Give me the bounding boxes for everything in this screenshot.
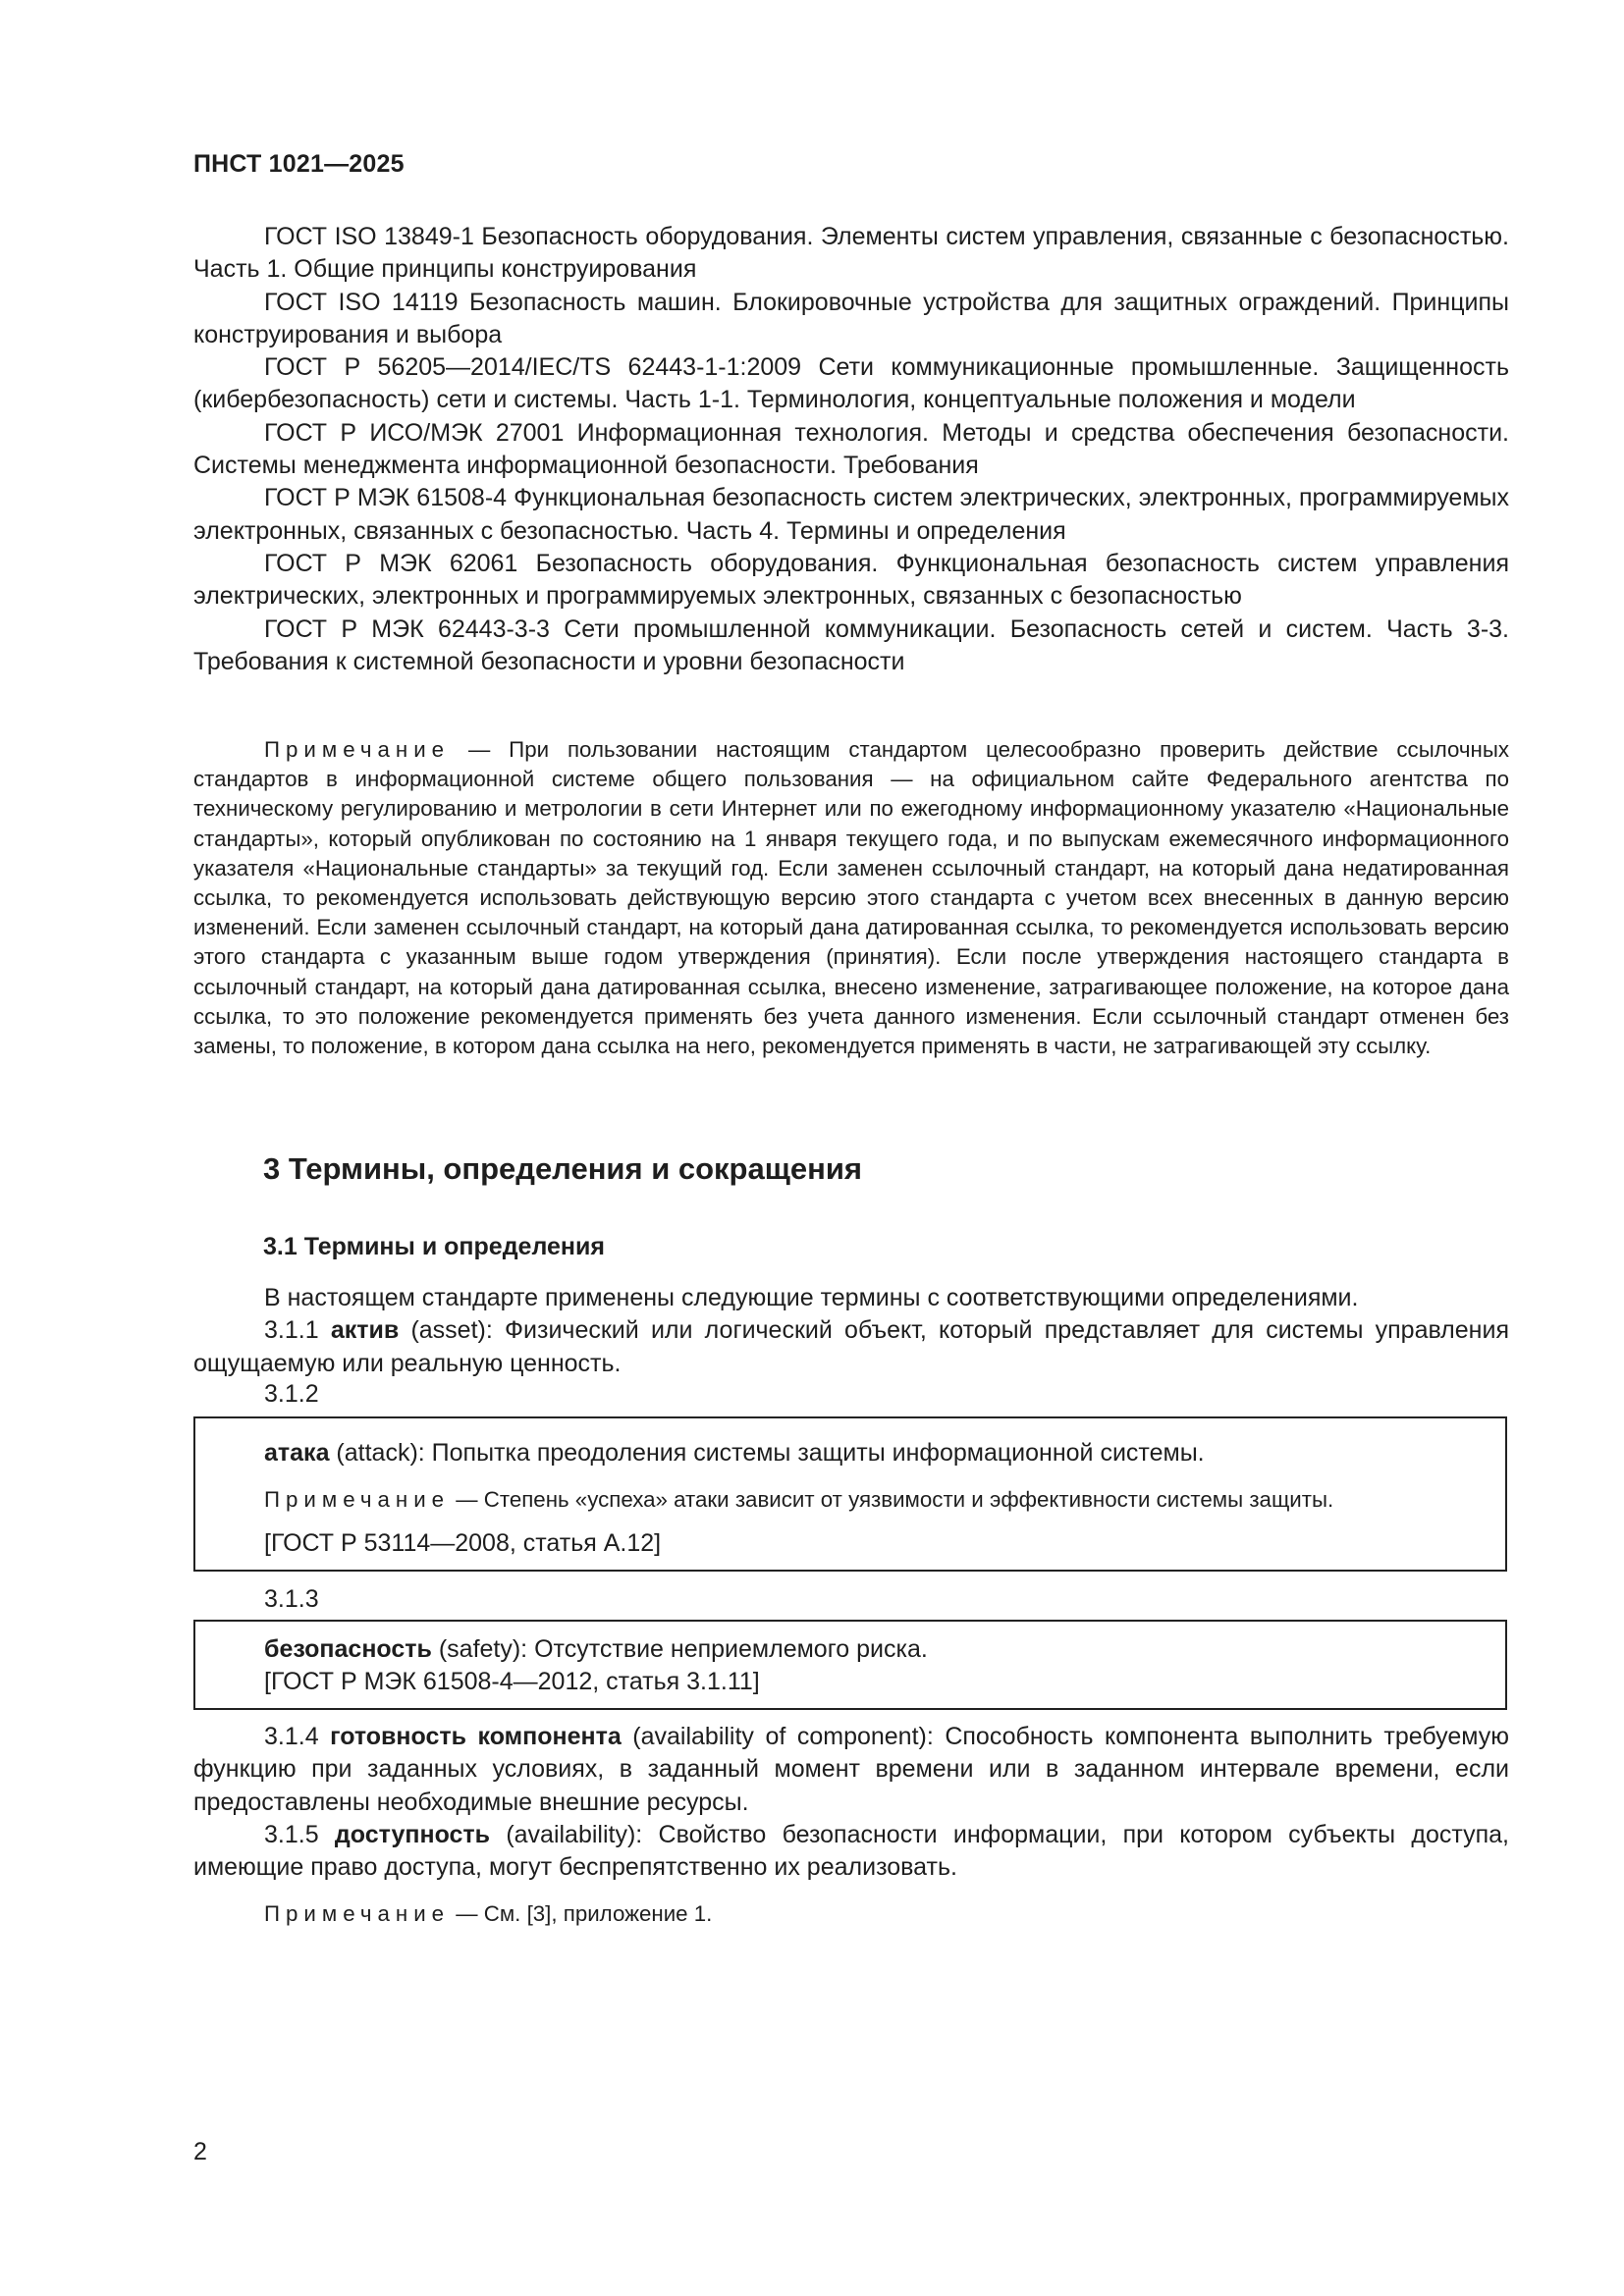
- note-text: — При пользовании настоящим стандартом целесообразно проверить действие ссылочных стандартов в информационной системе общего пользования — на официальном сайте Федерального агентства по техническому регулированию и метрологии в сети Интернет или по ежегодному информационному указателю «Национальные стандарты», который опубликован по состоянию на 1 января текущего года, и по выпускам ежемесячного информационного указателя «Национальные стандарты» за текущий год. Если заменен ссылочный стандарт, на который дана недатированная ссылка, то рекомендуется использовать действующую версию этого стандарта с учетом всех внесенных в данную версию изменений. Если заменен ссылочный стандарт, на который дана датированная ссылка, то рекомендуется использовать версию этого стандарта с указанным выше годом утверждения (принятия). Если после утверждения настоящего стандарта в ссылочный стандарт, на который дана датированная ссылка, внесено изменение, затрагивающее положение, на которое дана ссылка, то это положение рекомендуется применять без учета данного изменения. Если ссылочный стандарт отменен без замены, то положение, в котором дана ссылка на него, рекомендуется применять в части, не затрагивающей эту ссылку.: [193, 737, 1509, 1059]
- term-definition: (availability): Свойство безопасности информации, при котором субъекты доступа, имеющие право доступа, могут беспрепятственно их реализовать.: [193, 1820, 1510, 1882]
- normative-references-list: [193, 221, 1509, 678]
- term-3-1-4: [193, 1721, 1509, 1819]
- reference-item: ГОСТ Р ИСО/МЭК 27001 Информационная технология. Методы и средства обеспечения безопасности. Системы менеджмента информационной безопасности. Требования: [193, 418, 1509, 480]
- section-title: 3 Термины, определения и сокращения: [263, 1151, 862, 1186]
- term-definition: (asset): Физический или логический объект, который представляет для системы управления ощущаемую или реальную ценность.: [193, 1316, 1509, 1377]
- term-source: [ГОСТ Р МЭК 61508-4—2012, статья 3.1.11]: [264, 1668, 760, 1695]
- term-source: [ГОСТ Р 53114—2008, статья А.12]: [264, 1529, 662, 1557]
- term-definition: (availability of component): Способность компонента выполнить требуемую функцию при заданных условиях, в заданный момент времени или в заданном интервале времени, если предоставлены необходимые внешние ресурсы.: [193, 1723, 1509, 1816]
- term-3-1-2: [264, 1439, 1205, 1468]
- note-label: Примечание: [264, 1901, 451, 1926]
- term-name: атака: [264, 1439, 330, 1467]
- note-label: Примечание: [264, 1487, 451, 1512]
- page-number: 2: [193, 2138, 207, 2165]
- document-code: ПНСТ 1021—2025: [193, 150, 405, 178]
- reference-item: ГОСТ Р МЭК 62061 Безопасность оборудования. Функциональная безопасность систем управления электрических, электронных и программируемых электронных, связанных с безопасностью: [193, 549, 1509, 611]
- term-3-1-3: [264, 1635, 928, 1664]
- terms-intro-block: [193, 1282, 1509, 1380]
- term-box-3-1-3: [193, 1620, 1507, 1710]
- term-number: 3.1.5: [264, 1820, 335, 1848]
- references-note: [193, 735, 1509, 1061]
- term-number: 3.1.1: [264, 1316, 331, 1345]
- term-number-3-1-2: 3.1.2: [264, 1380, 319, 1408]
- reference-item: ГОСТ Р МЭК 61508-4 Функциональная безопасность систем электрических, электронных, программируемых электронных, связанных с безопасностью. Часть 4. Термины и определения: [193, 484, 1509, 545]
- reference-item: ГОСТ Р 56205—2014/IEC/TS 62443-1-1:2009 Сети коммуникационные промышленные. Защищенность (кибербезопасность) сети и системы. Часть 1-1. Терминология, концептуальные положения и модели: [193, 353, 1509, 414]
- term-definition: (attack): Попытка преодоления системы защиты информационной системы.: [329, 1439, 1205, 1467]
- note-label: Примечание: [264, 737, 451, 762]
- term-definition: (safety): Отсутствие неприемлемого риска.: [431, 1635, 928, 1663]
- term-3-1-1: [193, 1314, 1509, 1380]
- terms-intro: В настоящем стандарте применены следующие термины с соответствующими определениями.: [264, 1284, 1359, 1311]
- reference-item: ГОСТ ISO 13849-1 Безопасность оборудования. Элементы систем управления, связанные с безопасностью. Часть 1. Общие принципы конструирования: [193, 223, 1509, 284]
- term-name: актив: [330, 1316, 400, 1345]
- term-box-3-1-2: [193, 1416, 1507, 1572]
- term-note: [264, 1487, 1333, 1513]
- terms-continued-block: [193, 1721, 1509, 1884]
- term-name: готовность компонента: [330, 1723, 622, 1750]
- term-number: 3.1.4: [264, 1723, 331, 1750]
- term-number-3-1-3: 3.1.3: [264, 1585, 319, 1613]
- term-name: безопасность: [264, 1635, 432, 1663]
- reference-item: ГОСТ ISO 14119 Безопасность машин. Блокировочные устройства для защитных ограждений. Принципы конструирования и выбора: [193, 288, 1509, 348]
- term-name: доступность: [334, 1820, 491, 1848]
- term-3-1-5-note: [193, 1899, 1509, 1929]
- note-text: — См. [3], приложение 1.: [450, 1901, 713, 1926]
- note-text: — Степень «успеха» атаки зависит от уязвимости и эффективности системы защиты.: [450, 1487, 1334, 1512]
- reference-item: ГОСТ Р МЭК 62443-3-3 Сети промышленной коммуникации. Безопасность сетей и систем. Часть 3-3. Требования к системной безопасности и уровни безопасности: [193, 614, 1509, 675]
- term-3-1-5: [193, 1819, 1509, 1885]
- subsection-title: 3.1 Термины и определения: [263, 1233, 605, 1260]
